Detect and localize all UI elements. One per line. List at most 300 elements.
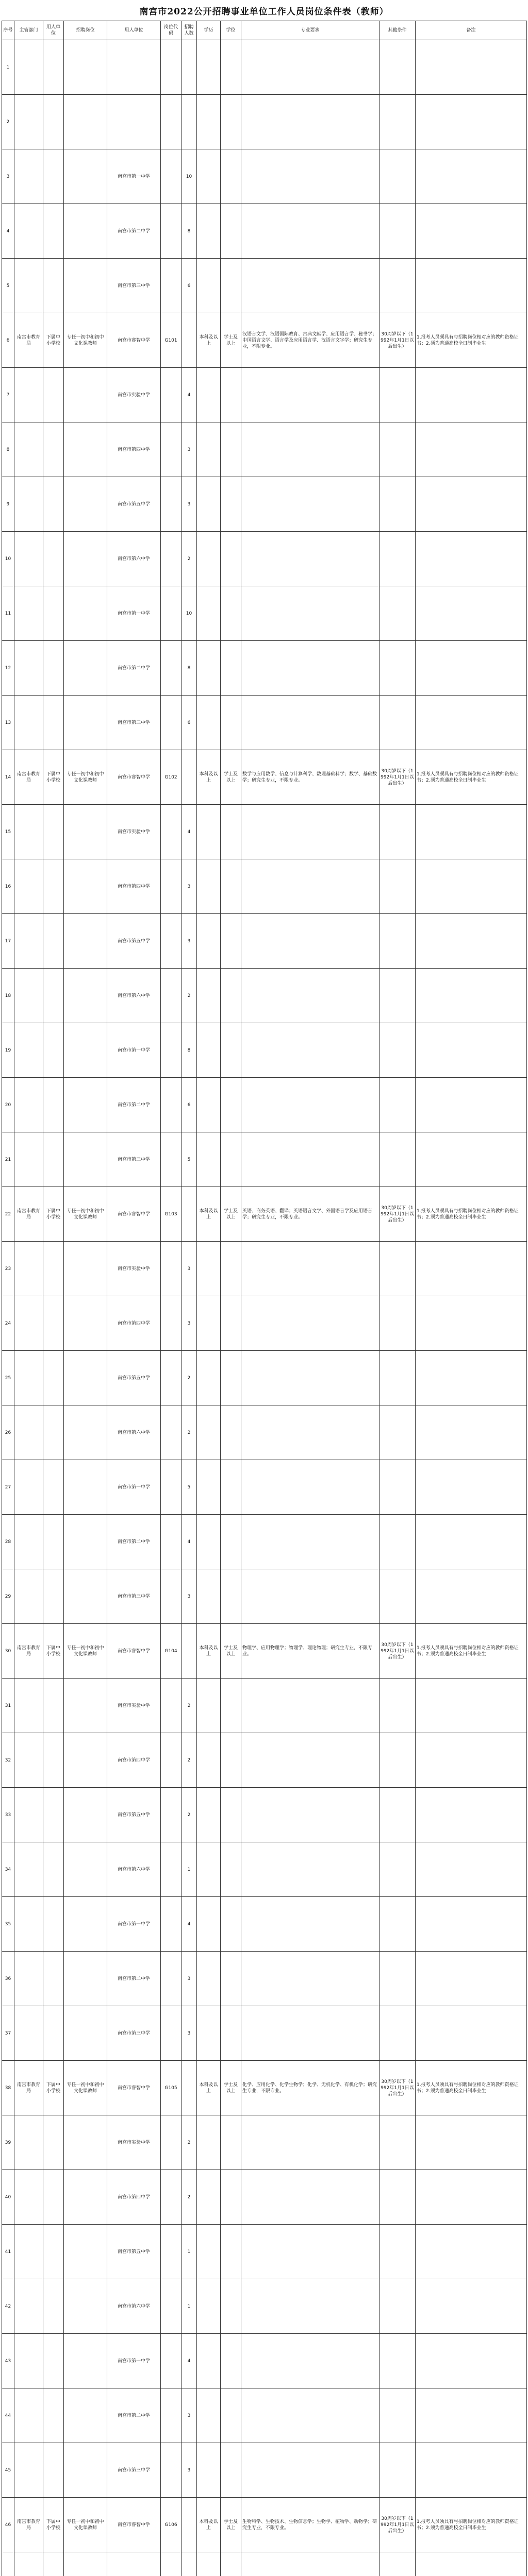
table-cell: G105 (161, 2061, 182, 2115)
table-cell (14, 259, 43, 313)
table-cell (161, 1405, 182, 1460)
table-cell: 34 (2, 1842, 14, 1897)
table-cell (64, 1078, 107, 1132)
table-cell (416, 2170, 527, 2225)
table-cell: 20 (2, 1078, 14, 1132)
table-cell: 南宫市实验中学 (107, 368, 161, 422)
table-cell: 南宫市第三中学 (107, 696, 161, 750)
table-cell: 3 (182, 422, 197, 477)
table-cell (161, 641, 182, 696)
table-row (2, 1460, 527, 1515)
table-cell (14, 1952, 43, 2006)
table-cell (380, 368, 416, 422)
table-cell (221, 532, 241, 586)
table-cell (14, 2334, 43, 2388)
table-cell: 1 (2, 40, 14, 95)
table-cell (64, 2552, 107, 2576)
table-cell (241, 1023, 380, 1078)
table-cell (197, 95, 221, 149)
table-cell (221, 2006, 241, 2061)
table-cell (197, 1679, 221, 1733)
table-cell: 南宫市第五中学 (107, 2225, 161, 2279)
table-cell: 南宫市第一中学 (107, 149, 161, 204)
table-cell (221, 586, 241, 641)
table-cell: 专任一初中和初中文化课教师 (64, 750, 107, 805)
table-cell (416, 2552, 527, 2576)
table-cell: 2 (182, 1679, 197, 1733)
table-cell: 22 (2, 1187, 14, 1242)
table-cell: 南宫市第二中学 (107, 641, 161, 696)
table-cell: 11 (2, 586, 14, 641)
table-cell (43, 969, 64, 1023)
table-cell (416, 805, 527, 859)
table-cell: 33 (2, 1788, 14, 1842)
table-row (2, 532, 527, 586)
table-cell (14, 40, 43, 95)
table-cell (14, 1569, 43, 1624)
table-cell (43, 2279, 64, 2334)
table-cell (197, 40, 221, 95)
table-cell: 南宫市第五中学 (107, 1351, 161, 1405)
table-row (2, 586, 527, 641)
table-cell: 21 (2, 1132, 14, 1187)
table-cell (416, 969, 527, 1023)
table-cell (221, 1460, 241, 1515)
table-cell (64, 1351, 107, 1405)
table-cell (14, 532, 43, 586)
table-cell (64, 2115, 107, 2170)
table-cell: 39 (2, 2115, 14, 2170)
table-cell (14, 914, 43, 969)
table-cell: 南宫市第六中学 (107, 532, 161, 586)
table-cell (64, 422, 107, 477)
table-cell: 41 (2, 2225, 14, 2279)
table-cell: 28 (2, 1515, 14, 1569)
column-header: 用人单位 (43, 21, 64, 40)
table-row (2, 422, 527, 477)
table-cell (197, 1952, 221, 2006)
table-cell (221, 2334, 241, 2388)
table-cell: 4 (182, 2334, 197, 2388)
table-cell: 29 (2, 1569, 14, 1624)
table-cell (64, 95, 107, 149)
table-cell: 学士及以上 (221, 1624, 241, 1679)
table-cell (416, 696, 527, 750)
table-body (2, 40, 527, 2576)
table-cell (416, 40, 527, 95)
column-header: 用人单位 (107, 21, 161, 40)
table-cell (197, 1897, 221, 1952)
table-cell (197, 2279, 221, 2334)
table-cell (43, 2443, 64, 2498)
table-cell (14, 1351, 43, 1405)
table-row (2, 1515, 527, 1569)
table-cell (197, 1078, 221, 1132)
table-cell: 1.报考人员须具有与招聘岗位相对应的教师资格证书；2.须为普通高校全日制毕业生 (416, 1624, 527, 1679)
table-cell (197, 2552, 221, 2576)
table-cell: 2 (182, 1788, 197, 1842)
table-cell (43, 1460, 64, 1515)
table-cell: 27 (2, 1460, 14, 1515)
table-cell: 23 (2, 1242, 14, 1296)
table-cell (161, 40, 182, 95)
table-cell (416, 1242, 527, 1296)
table-cell (14, 586, 43, 641)
table-cell: 南宫市教育局 (14, 750, 43, 805)
table-cell: 南宫市第一中学 (107, 586, 161, 641)
table-row (2, 2061, 527, 2115)
table-cell: 学士及以上 (221, 2061, 241, 2115)
table-cell: 4 (182, 1897, 197, 1952)
table-cell (221, 259, 241, 313)
table-cell (43, 1952, 64, 2006)
table-cell (197, 2170, 221, 2225)
table-cell (241, 641, 380, 696)
table-cell (241, 477, 380, 532)
table-cell: 汉语言文学、汉语国际教育、古典文献学、应用语言学、秘书学；中国语言文学、语言学及应用语言学、汉语言文字学；研究生专业，不限专业。 (241, 313, 380, 368)
table-cell (416, 2443, 527, 2498)
table-cell (161, 969, 182, 1023)
table-cell (416, 1679, 527, 1733)
table-cell (221, 1788, 241, 1842)
table-cell: 1.报考人员须具有与招聘岗位相对应的教师资格证书；2.须为普通高校全日制毕业生 (416, 313, 527, 368)
table-cell (380, 2388, 416, 2443)
table-cell (43, 1242, 64, 1296)
table-cell: 30周岁以下（1992年1月1日以后出生） (380, 750, 416, 805)
table-cell: 本科及以上 (197, 1187, 221, 1242)
table-row (2, 2170, 527, 2225)
table-row (2, 2225, 527, 2279)
table-cell (161, 2279, 182, 2334)
table-cell: 2 (182, 969, 197, 1023)
table-cell: 43 (2, 2334, 14, 2388)
table-cell (14, 859, 43, 914)
table-row (2, 696, 527, 750)
table-cell (380, 1788, 416, 1842)
table-cell (221, 1296, 241, 1351)
table-cell (221, 1023, 241, 1078)
table-cell: 8 (182, 204, 197, 259)
table-cell (380, 149, 416, 204)
table-cell: 2 (182, 532, 197, 586)
table-cell: 2 (182, 2115, 197, 2170)
table-cell (64, 586, 107, 641)
table-cell: 38 (2, 2061, 14, 2115)
table-cell: 南宫市第四中学 (107, 859, 161, 914)
column-header: 学位 (221, 21, 241, 40)
table-cell (241, 586, 380, 641)
table-cell (241, 1078, 380, 1132)
table-cell (241, 1242, 380, 1296)
column-header: 招聘岗位 (64, 21, 107, 40)
table-cell (197, 641, 221, 696)
table-cell (182, 2061, 197, 2115)
table-cell (182, 95, 197, 149)
table-cell (14, 1023, 43, 1078)
table-cell: G103 (161, 1187, 182, 1242)
table-cell (14, 1296, 43, 1351)
table-cell: 24 (2, 1296, 14, 1351)
table-cell (416, 1569, 527, 1624)
table-cell (197, 1351, 221, 1405)
table-cell: 南宫市教育局 (14, 313, 43, 368)
table-cell (221, 2279, 241, 2334)
table-cell: 学士及以上 (221, 2498, 241, 2552)
table-row (2, 2006, 527, 2061)
table-cell (221, 969, 241, 1023)
table-cell (64, 259, 107, 313)
table-cell (64, 149, 107, 204)
table-cell: 17 (2, 914, 14, 969)
table-cell (43, 1679, 64, 1733)
table-row (2, 859, 527, 914)
table-cell (43, 1132, 64, 1187)
table-cell (221, 859, 241, 914)
table-cell: 35 (2, 1897, 14, 1952)
table-cell (241, 859, 380, 914)
table-cell: 南宫市第二中学 (107, 2388, 161, 2443)
table-cell (221, 2443, 241, 2498)
table-cell (161, 1733, 182, 1788)
table-cell (416, 2334, 527, 2388)
table-cell: 2 (2, 95, 14, 149)
table-cell: 南宫市第二中学 (107, 1078, 161, 1132)
table-cell (182, 1624, 197, 1679)
table-cell: 8 (2, 422, 14, 477)
table-cell: 1 (182, 2225, 197, 2279)
table-row (2, 1023, 527, 1078)
table-cell (380, 1569, 416, 1624)
table-cell (416, 259, 527, 313)
table-cell (221, 204, 241, 259)
table-cell (241, 696, 380, 750)
table-cell: 10 (182, 149, 197, 204)
document-title: 南宫市2022公开招聘事业单位工作人员岗位条件表（教师） (139, 6, 389, 17)
table-cell (161, 477, 182, 532)
table-cell (161, 1897, 182, 1952)
table-row (2, 1242, 527, 1296)
table-cell (241, 969, 380, 1023)
table-cell (197, 696, 221, 750)
table-row (2, 95, 527, 149)
column-header: 招聘人数 (182, 21, 197, 40)
table-row (2, 1733, 527, 1788)
column-header: 学历 (197, 21, 221, 40)
table-cell (64, 859, 107, 914)
table-cell (43, 259, 64, 313)
table-cell (64, 1952, 107, 2006)
table-cell (161, 2225, 182, 2279)
table-cell (161, 1023, 182, 1078)
table-cell: 南宫市第六中学 (107, 2279, 161, 2334)
table-row (2, 1351, 527, 1405)
table-cell (161, 1788, 182, 1842)
table-cell (241, 2334, 380, 2388)
table-cell (64, 1405, 107, 1460)
table-cell (161, 259, 182, 313)
table-cell: 本科及以上 (197, 313, 221, 368)
table-cell (197, 1733, 221, 1788)
table-cell (416, 149, 527, 204)
table-cell (416, 2279, 527, 2334)
table-cell: 18 (2, 969, 14, 1023)
table-cell: 南宫市实验中学 (107, 1679, 161, 1733)
table-row (2, 259, 527, 313)
table-cell (43, 1023, 64, 1078)
table-cell (64, 1242, 107, 1296)
table-cell (107, 2552, 161, 2576)
table-cell: 南宫市第一中学 (107, 1460, 161, 1515)
table-cell (64, 1842, 107, 1897)
table-cell (64, 204, 107, 259)
table-cell: 8 (182, 641, 197, 696)
table-cell: 南宫市睿智中学 (107, 1187, 161, 1242)
table-cell: 5 (2, 259, 14, 313)
table-cell (161, 1569, 182, 1624)
table-cell: 13 (2, 696, 14, 750)
column-header: 备注 (416, 21, 527, 40)
table-row (2, 2388, 527, 2443)
table-cell (416, 1405, 527, 1460)
table-cell (182, 750, 197, 805)
table-cell: 30周岁以下（1992年1月1日以后出生） (380, 1187, 416, 1242)
table-cell (197, 969, 221, 1023)
table-cell (380, 1515, 416, 1569)
table-cell (43, 1569, 64, 1624)
table-cell (14, 1679, 43, 1733)
table-cell (241, 1296, 380, 1351)
table-cell (416, 2006, 527, 2061)
table-cell (197, 368, 221, 422)
table-cell (161, 1842, 182, 1897)
table-cell: 南宫市第二中学 (107, 1515, 161, 1569)
table-cell (221, 914, 241, 969)
table-cell (197, 2115, 221, 2170)
table-cell: 南宫市第五中学 (107, 1788, 161, 1842)
table-cell (241, 1405, 380, 1460)
table-cell: 本科及以上 (197, 750, 221, 805)
table-cell: 30周岁以下（1992年1月1日以后出生） (380, 2061, 416, 2115)
table-cell (416, 204, 527, 259)
table-cell (43, 2388, 64, 2443)
table-cell (380, 914, 416, 969)
table-cell (43, 805, 64, 859)
table-cell: 14 (2, 750, 14, 805)
table-cell: 32 (2, 1733, 14, 1788)
table-cell: 15 (2, 805, 14, 859)
table-cell (43, 1296, 64, 1351)
table-cell (221, 2115, 241, 2170)
table-cell (14, 2115, 43, 2170)
table-cell: 南宫市睿智中学 (107, 750, 161, 805)
table-row (2, 1569, 527, 1624)
table-cell: 9 (2, 477, 14, 532)
table-cell (161, 204, 182, 259)
table-cell (14, 149, 43, 204)
table-cell: 下属中小学校 (43, 2498, 64, 2552)
table-cell: 本科及以上 (197, 1624, 221, 1679)
table-cell (43, 422, 64, 477)
table-cell: 南宫市第六中学 (107, 969, 161, 1023)
table-cell (43, 40, 64, 95)
table-cell (197, 1405, 221, 1460)
table-cell (64, 1733, 107, 1788)
table-cell (197, 1569, 221, 1624)
table-cell: 南宫市第四中学 (107, 422, 161, 477)
table-cell: 南宫市第六中学 (107, 1405, 161, 1460)
table-cell: 2 (182, 1405, 197, 1460)
table-cell (380, 641, 416, 696)
table-cell (221, 641, 241, 696)
table-cell: 6 (182, 1078, 197, 1132)
table-cell (14, 696, 43, 750)
table-cell (64, 2279, 107, 2334)
table-cell: 3 (182, 2388, 197, 2443)
table-cell: 下属中小学校 (43, 750, 64, 805)
table-cell (43, 859, 64, 914)
table-cell (241, 149, 380, 204)
table-cell: 30周岁以下（1992年1月1日以后出生） (380, 2498, 416, 2552)
table-cell: G102 (161, 750, 182, 805)
table-cell (161, 368, 182, 422)
table-cell (241, 1952, 380, 2006)
table-cell (221, 2388, 241, 2443)
table-cell (64, 1023, 107, 1078)
table-cell (64, 1515, 107, 1569)
table-cell (161, 696, 182, 750)
table-cell (14, 422, 43, 477)
table-cell (197, 1842, 221, 1897)
table-cell (241, 259, 380, 313)
table-cell: 南宫市第二中学 (107, 204, 161, 259)
table-cell (380, 1679, 416, 1733)
table-cell: 专任一初中和初中文化课教师 (64, 1624, 107, 1679)
table-cell: 31 (2, 1679, 14, 1733)
table-cell: 南宫市睿智中学 (107, 2498, 161, 2552)
table-cell (416, 1952, 527, 2006)
table-row (2, 1842, 527, 1897)
table-cell: 南宫市睿智中学 (107, 1624, 161, 1679)
table-cell (380, 204, 416, 259)
table-cell: 4 (2, 204, 14, 259)
table-cell (14, 95, 43, 149)
positions-table (2, 21, 527, 2576)
table-cell (14, 477, 43, 532)
table-cell (161, 1242, 182, 1296)
table-cell (161, 95, 182, 149)
table-cell (380, 532, 416, 586)
table-cell (197, 2388, 221, 2443)
table-cell (416, 1842, 527, 1897)
table-cell (14, 1132, 43, 1187)
table-cell (64, 805, 107, 859)
table-cell (380, 40, 416, 95)
table-cell (107, 95, 161, 149)
table-cell: 南宫市实验中学 (107, 1242, 161, 1296)
table-cell: 25 (2, 1351, 14, 1405)
table-cell (64, 40, 107, 95)
table-cell (43, 1405, 64, 1460)
table-cell (43, 641, 64, 696)
table-cell: 19 (2, 1023, 14, 1078)
column-header: 序号 (2, 21, 14, 40)
table-cell (416, 641, 527, 696)
table-cell (197, 1460, 221, 1515)
table-cell: 学士及以上 (221, 750, 241, 805)
table-cell: 下属中小学校 (43, 1187, 64, 1242)
column-header: 专业要求 (241, 21, 380, 40)
table-cell (380, 2225, 416, 2279)
